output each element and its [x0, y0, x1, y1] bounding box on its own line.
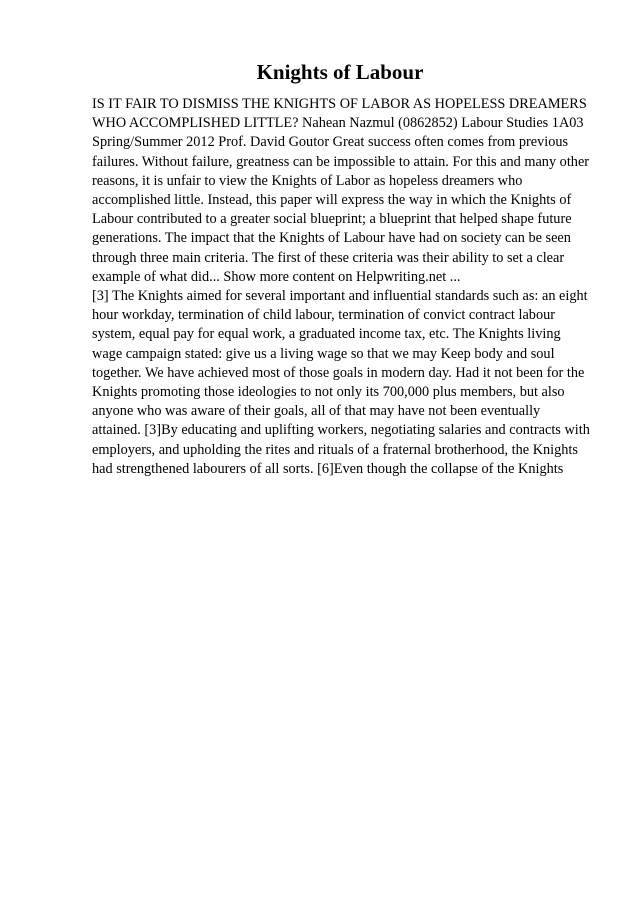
- document-body: [92, 95, 592, 479]
- paragraph-intro: IS IT FAIR TO DISMISS THE KNIGHTS OF LABOR AS HOPELESS DREAMERS WHO ACCOMPLISHED LITTLE? Nahean Nazmul (0862852) Labour Studies 1A03 Spring/Summer 2012 Prof. David Goutor Great success often comes from previous failures. Without failure, greatness can be impossible to attain. For this and many other reasons, it is unfair to view the Knights of Labor as hopeless dreamers who accomplished little. Instead, this paper will express the way in which the Knights of Labour contributed to a greater social blueprint; a blueprint that helped shape future generations. The impact that the Knights of Labour have had on society can be seen through three main criteria. The first of these criteria was their ability to set a clear example of what did... Show more content on Helpwriting.net ...: [92, 96, 590, 285]
- paragraph-goals: [3] The Knights aimed for several important and influential standards such as: an eight hour workday, termination of child labour, termination of convict contract labour system, equal pay for equal work, a graduated income tax, etc. The Knights living wage campaign stated: give us a living wage so that we may Keep body and soul together. We have achieved most of those goals in modern day. Had it not been for the Knights promoting those ideologies to not only its 700,000 plus members, but also anyone who was aware of their goals, all of that may have not been eventually attained. [3]By educating and uplifting workers, negotiating salaries and contracts with employers, and upholding the rites and rituals of a fraternal brotherhood, the Knights had strengthened labourers of all sorts. [6]Even though the collapse of the Knights: [92, 288, 590, 477]
- document-title: Knights of Labour: [256, 60, 424, 84]
